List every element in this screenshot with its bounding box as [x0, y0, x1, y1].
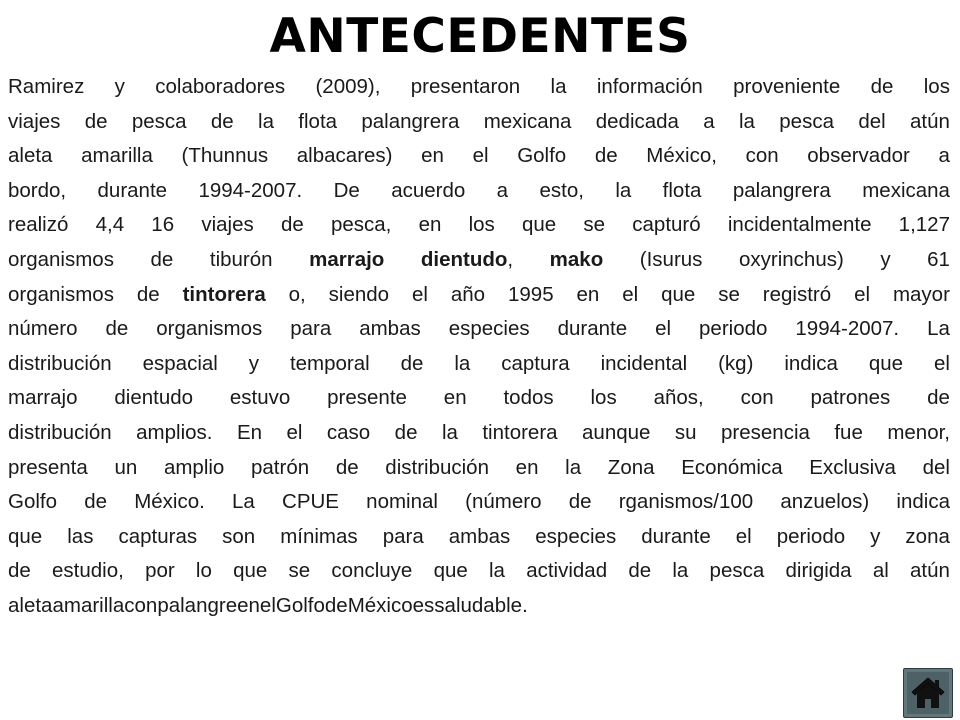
word: se [288, 559, 311, 583]
word: de [324, 593, 348, 617]
word: con [740, 386, 774, 410]
word: la [489, 559, 505, 583]
word: el [412, 282, 428, 306]
word: aunque [582, 420, 651, 444]
word: de [150, 247, 174, 271]
word: CPUE [282, 490, 339, 514]
paragraph-line [8, 105, 950, 140]
word: Económica [681, 455, 783, 479]
word: distribución [8, 420, 112, 444]
word: los [468, 213, 495, 237]
paragraph-line [8, 347, 950, 382]
word: de [568, 490, 592, 514]
paragraph-line [8, 381, 950, 416]
word: menor, [887, 420, 950, 444]
word: (Thunnus [181, 144, 269, 168]
word: y [114, 75, 125, 98]
bold-term: mako [549, 247, 604, 271]
word: el [259, 593, 276, 617]
word: información [596, 75, 703, 98]
word: mayor [892, 282, 950, 306]
paragraph-line [8, 70, 950, 105]
word: la [258, 109, 274, 133]
bold-term: dientudo, [420, 247, 514, 271]
word: durante [641, 524, 711, 548]
paragraph-line [8, 243, 950, 278]
paragraph-line [8, 485, 950, 520]
word: con [124, 593, 158, 617]
word: periodo [776, 524, 846, 548]
word: para [382, 524, 424, 548]
word: actividad [526, 559, 608, 583]
word: flota [298, 109, 338, 133]
word: la [672, 559, 689, 583]
word: especies [535, 524, 617, 548]
word: por [145, 559, 175, 583]
word: organismos [8, 247, 114, 271]
word: 1994-2007. [795, 317, 900, 341]
paragraph-line [8, 554, 950, 589]
word: organismos [156, 317, 263, 341]
word: México, [646, 144, 717, 168]
word: pesca [131, 109, 187, 133]
word: en [576, 282, 600, 306]
word: La [232, 490, 255, 514]
paragraph-line [8, 520, 950, 555]
word: amarilla [81, 144, 153, 168]
word: registró [762, 282, 832, 306]
paragraph-line [8, 174, 950, 209]
word: a [496, 178, 509, 202]
word: palangre [157, 593, 238, 617]
word: En [236, 420, 263, 444]
word: atún [909, 109, 950, 133]
word: el [286, 420, 303, 444]
word: albacares) [296, 144, 393, 168]
word: capturas [118, 524, 198, 548]
word: de [594, 144, 618, 168]
word: dirigida [785, 559, 852, 583]
word: aleta [8, 593, 53, 617]
word: organismos [8, 282, 114, 306]
word: pesca, [330, 213, 392, 237]
word: durante [557, 317, 628, 341]
word: marrajo [8, 386, 78, 410]
word: Zona [607, 455, 655, 479]
word: de [105, 317, 129, 341]
word: colaboradores [155, 75, 286, 98]
word: del [922, 455, 950, 479]
word: de [84, 109, 108, 133]
bold-term: tintorera [182, 282, 266, 306]
word: año [450, 282, 486, 306]
word: que [8, 524, 43, 548]
word: 1,127 [898, 213, 950, 237]
word: pesca [709, 559, 765, 583]
word: el [655, 317, 672, 341]
word: un [114, 455, 138, 479]
word: la [454, 351, 471, 375]
word: ambas [448, 524, 511, 548]
word: de [8, 559, 31, 583]
word: de [870, 75, 894, 98]
body-paragraph [8, 70, 950, 624]
word: pesca [779, 109, 834, 133]
word: la [739, 109, 755, 133]
word: (número [465, 490, 542, 514]
word: presencia [721, 420, 810, 444]
home-button[interactable] [903, 668, 953, 718]
paragraph-line [8, 416, 950, 451]
word: mínimas [280, 524, 358, 548]
word: periodo [699, 317, 768, 341]
word: a [703, 109, 715, 133]
word: en [418, 213, 442, 237]
paragraph-line [8, 589, 950, 624]
word: nominal [366, 490, 438, 514]
word: lo [195, 559, 212, 583]
word: dientudo [114, 386, 194, 410]
word: que [522, 213, 557, 237]
word: mexicana [862, 178, 950, 202]
paragraph-line [8, 208, 950, 243]
word: la [550, 75, 567, 98]
word: realizó [8, 213, 69, 237]
word: caso [326, 420, 371, 444]
word: patrones [810, 386, 891, 410]
word: que [661, 282, 696, 306]
word: De [333, 178, 360, 202]
word: el [735, 524, 752, 548]
word: en [515, 455, 539, 479]
paragraph-line [8, 312, 950, 347]
word: años, [653, 386, 704, 410]
word: con [745, 144, 779, 168]
word: especies [448, 317, 530, 341]
word: 4,4 [95, 213, 125, 237]
word: fue [834, 420, 863, 444]
word: de [400, 351, 424, 375]
word: amarilla [52, 593, 125, 617]
word: en [443, 386, 467, 410]
word: capturó [632, 213, 701, 237]
word: tintorera [482, 420, 558, 444]
word: las [67, 524, 94, 548]
word: los [923, 75, 950, 98]
word: mexicana [483, 109, 572, 133]
word: los [590, 386, 617, 410]
word: de [628, 559, 652, 583]
word: de [335, 455, 359, 479]
word: en [237, 593, 260, 617]
word: dedicada [595, 109, 679, 133]
word: rganismos/100 [618, 490, 754, 514]
paragraph-line [8, 451, 950, 486]
word: de [280, 213, 304, 237]
word: captura [501, 351, 570, 375]
word: y [870, 524, 881, 548]
word: Golfo [517, 144, 567, 168]
slide-title: ANTECEDENTES [269, 9, 691, 64]
word: saludable. [434, 593, 528, 617]
word: 1994-2007. [198, 178, 303, 202]
word: se [583, 213, 606, 237]
word: Golfo [275, 593, 325, 617]
word: indica [784, 351, 838, 375]
word: palangrera [732, 178, 831, 202]
word: Golfo [8, 490, 57, 514]
paragraph-line [8, 278, 950, 313]
word: de [84, 490, 107, 514]
word: distribución [385, 455, 489, 479]
word: bordo, [8, 178, 67, 202]
word: indica [896, 490, 950, 514]
word: temporal [289, 351, 370, 375]
word: estuvo [229, 386, 291, 410]
word: es [412, 593, 435, 617]
word: viajes [8, 109, 61, 133]
word: siendo [328, 282, 390, 306]
word: (2009), [315, 75, 381, 98]
word: proveniente [733, 75, 841, 98]
word: zona [905, 524, 950, 548]
word: observador [807, 144, 910, 168]
word: incidentalmente [727, 213, 872, 237]
word: incidental [600, 351, 688, 375]
word: México [347, 593, 413, 617]
word: (Isurus [639, 247, 703, 271]
word: el [854, 282, 871, 306]
word: viajes [201, 213, 254, 237]
word: acuerdo [391, 178, 466, 202]
word: durante [97, 178, 168, 202]
word: de [927, 386, 950, 410]
word: 61 [927, 247, 950, 271]
home-icon [908, 673, 948, 713]
word: son [222, 524, 256, 548]
word: el [622, 282, 639, 306]
word: la [441, 420, 458, 444]
word: la [615, 178, 632, 202]
word: se [718, 282, 740, 306]
word: amplio [163, 455, 225, 479]
word: el [472, 144, 489, 168]
word: la [565, 455, 582, 479]
word: La [927, 317, 950, 341]
word: México. [134, 490, 205, 514]
word: todos [503, 386, 554, 410]
word: en [421, 144, 444, 168]
word: que [433, 559, 468, 583]
word: esto, [539, 178, 584, 202]
word: concluye [331, 559, 413, 583]
word: anzuelos) [780, 490, 870, 514]
paragraph-line [8, 139, 950, 174]
word: estudio, [52, 559, 124, 583]
word: flota [662, 178, 702, 202]
word: amplios. [136, 420, 213, 444]
word: y [880, 247, 891, 271]
word: de [210, 109, 234, 133]
bold-term: marrajo [309, 247, 385, 271]
word: distribución [8, 351, 112, 375]
word: Ramirez [8, 75, 85, 98]
word: a [938, 144, 950, 168]
word: espacial [142, 351, 218, 375]
word: o, [288, 282, 306, 306]
word: tiburón [209, 247, 273, 271]
word: de [136, 282, 160, 306]
word: número [8, 317, 78, 341]
word: Exclusiva [809, 455, 896, 479]
word: para [290, 317, 332, 341]
word: que [233, 559, 268, 583]
word: aleta [8, 144, 53, 168]
word: atún [910, 559, 950, 583]
word: el [933, 351, 950, 375]
word: y [248, 351, 260, 375]
word: presente [327, 386, 407, 410]
word: que [868, 351, 904, 375]
word: patrón [251, 455, 310, 479]
word: presentaron [410, 75, 521, 98]
word: oxyrinchus) [738, 247, 844, 271]
word: palangrera [361, 109, 460, 133]
word: al [872, 559, 889, 583]
word: de [394, 420, 418, 444]
word: (kg) [718, 351, 754, 375]
word: del [858, 109, 886, 133]
word: 16 [151, 213, 175, 237]
word: presenta [8, 455, 88, 479]
word: ambas [359, 317, 421, 341]
word: su [674, 420, 697, 444]
word: 1995 [508, 282, 554, 306]
